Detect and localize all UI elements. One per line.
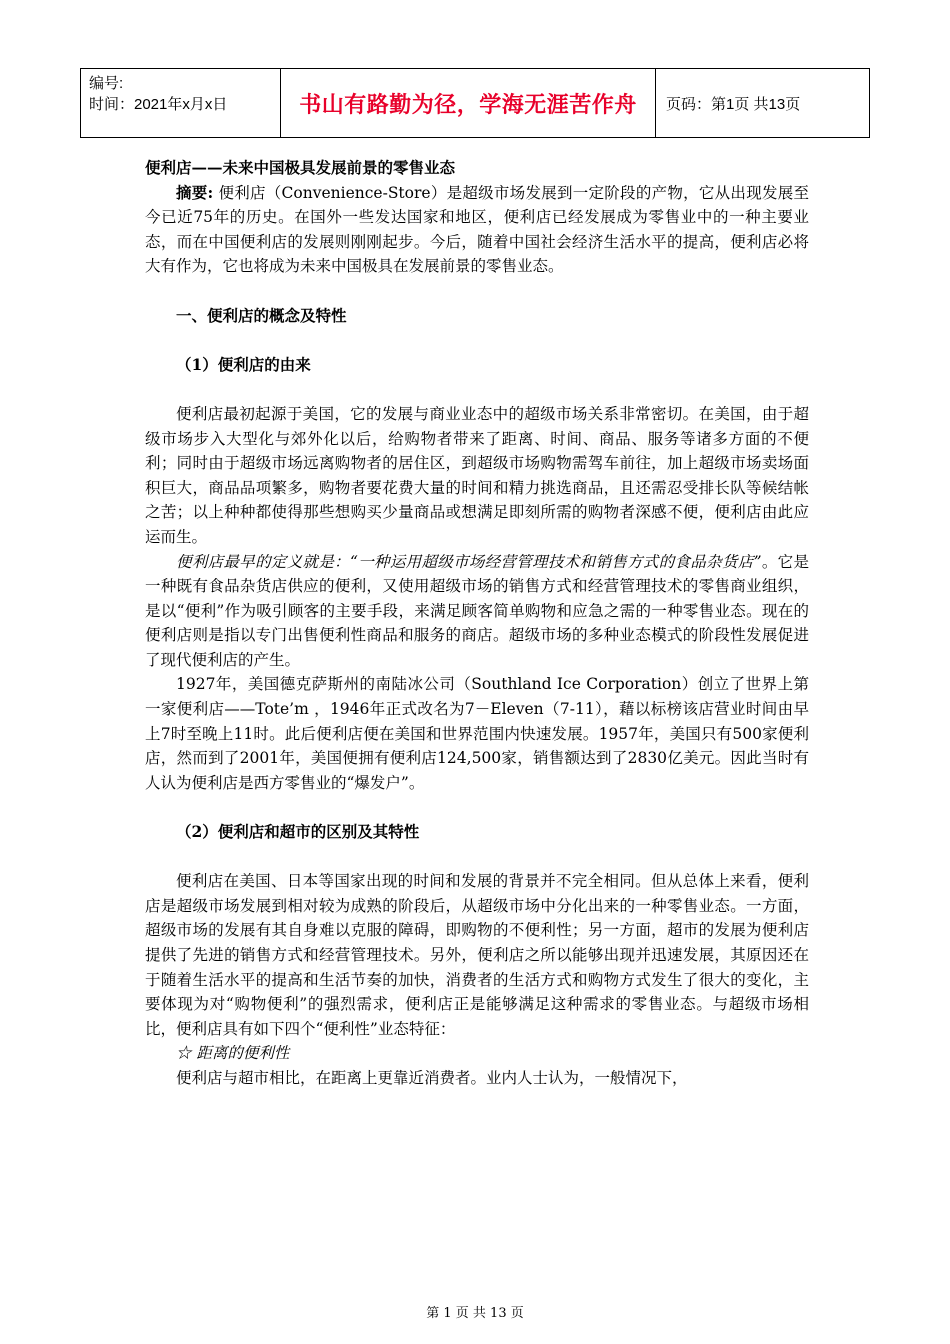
sub1-paragraph-3: 1927年，美国德克萨斯州的南陆冰公司（Southland Ice Corporation）创立了世界上第一家便利店——Tote’m ，1946年正式改名为7－Eleven（7-11），藉以标榜该店营业时间由早上7时至晚上11时。此后便利店便在美国和世界范围内快速发展。1957年，美国只有500家便利店，然而到了2001年，美国便拥有便利店124,500家，销售额达到了2830亿美元。因此当时有人认为便利店是西方零售业的“爆发户”。	[145, 675, 809, 792]
definition-rest: 。它是一种既有食品杂货店供应的便利，又使用超级市场的销售方式和经营管理技术的零售商业组织，是以“便利”作为吸引顾客的主要手段，来满足顾客简单购物和应急之需的一种零售业态。现在的便利店则是指以专门出售便利性商品和服务的商店。超级市场的多种业态模式的阶段性发展促进了现代便利店的产生。	[145, 552, 809, 669]
abstract-text: 便利店（Convenience-Store）是超级市场发展到一定阶段的产物，它从出现发展至今已近75年的历史。在国外一些发达国家和地区，便利店已经发展成为零售业中的一种主要业态，而在中国便利店的发展则刚刚起步。今后，随着中国社会经济生活水平的提高，便利店必将大有作为，它也将成为未来中国极具在发展前景的零售业态。	[145, 183, 809, 276]
section1-heading: 一、便利店的概念及特性	[176, 305, 347, 325]
abstract-paragraph	[145, 181, 809, 279]
sub1-heading: （1）便利店的由来	[176, 354, 311, 374]
article-body	[145, 156, 809, 1091]
sub1-paragraph-2	[145, 550, 809, 673]
time-label: 时间：2021年x月x日	[89, 96, 228, 113]
sub2-paragraph-2: 便利店与超市相比，在距离上更靠近消费者。业内人士认为，一般情况下，	[176, 1068, 688, 1087]
header-meta	[81, 69, 281, 137]
feature-item-distance: ☆ 距离的便利性	[176, 1044, 290, 1063]
header-page-info: 页码：第1页 共13页	[666, 95, 801, 113]
header-motto: 书山有路勤为径，学海无涯苦作舟	[281, 69, 656, 137]
number-label: 编号:	[89, 75, 124, 92]
sub1-paragraph-1: 便利店最初起源于美国，它的发展与商业业态中的超级市场关系非常密切。在美国，由于超级市场步入大型化与郊外化以后，给购物者带来了距离、时间、商品、服务等诸多方面的不便利；同时由于超级市场远离购物者的居住区，到超级市场购物需驾车前往，加上超级市场卖场面积巨大，商品品项繁多，购物者要花费大量的时间和精力挑选商品，且还需忍受排长队等候结帐之苦；以上种种都使得那些想购买少量商品或想满足即刻所需的购物者深感不便，便利店由此应运而生。	[145, 404, 809, 546]
definition-italic: 便利店最早的定义就是：“一种运用超级市场经营管理技术和销售方式的食品杂货店”	[176, 552, 762, 571]
header-box	[80, 68, 870, 138]
abstract-label: 摘要:	[176, 182, 214, 202]
article-title: 便利店——未来中国极具发展前景的零售业态	[145, 158, 456, 177]
sub2-heading: （2）便利店和超市的区别及其特性	[176, 822, 420, 842]
sub2-paragraph-1: 便利店在美国、日本等国家出现的时间和发展的背景并不完全相同。但从总体上来看，便利店是超级市场发展到相对较为成熟的阶段后，从超级市场中分化出来的一种零售业态。一方面，超级市场的发展有其自身难以克服的障碍，即购物的不便利性；另一方面，超市的发展为便利店提供了先进的销售方式和经营管理技术。另外，便利店之所以能够出现并迅速发展，其原因还在于随着生活水平的提高和生活节奏的加快，消费者的生活方式和购物方式发生了很大的变化，主要体现为对“购物便利”的强烈需求，便利店正是能够满足这种需求的零售业态。与超级市场相比，便利店具有如下四个“便利性”业态特征：	[145, 872, 809, 1038]
page-footer: 第 1 页 共 13 页	[426, 1306, 524, 1321]
